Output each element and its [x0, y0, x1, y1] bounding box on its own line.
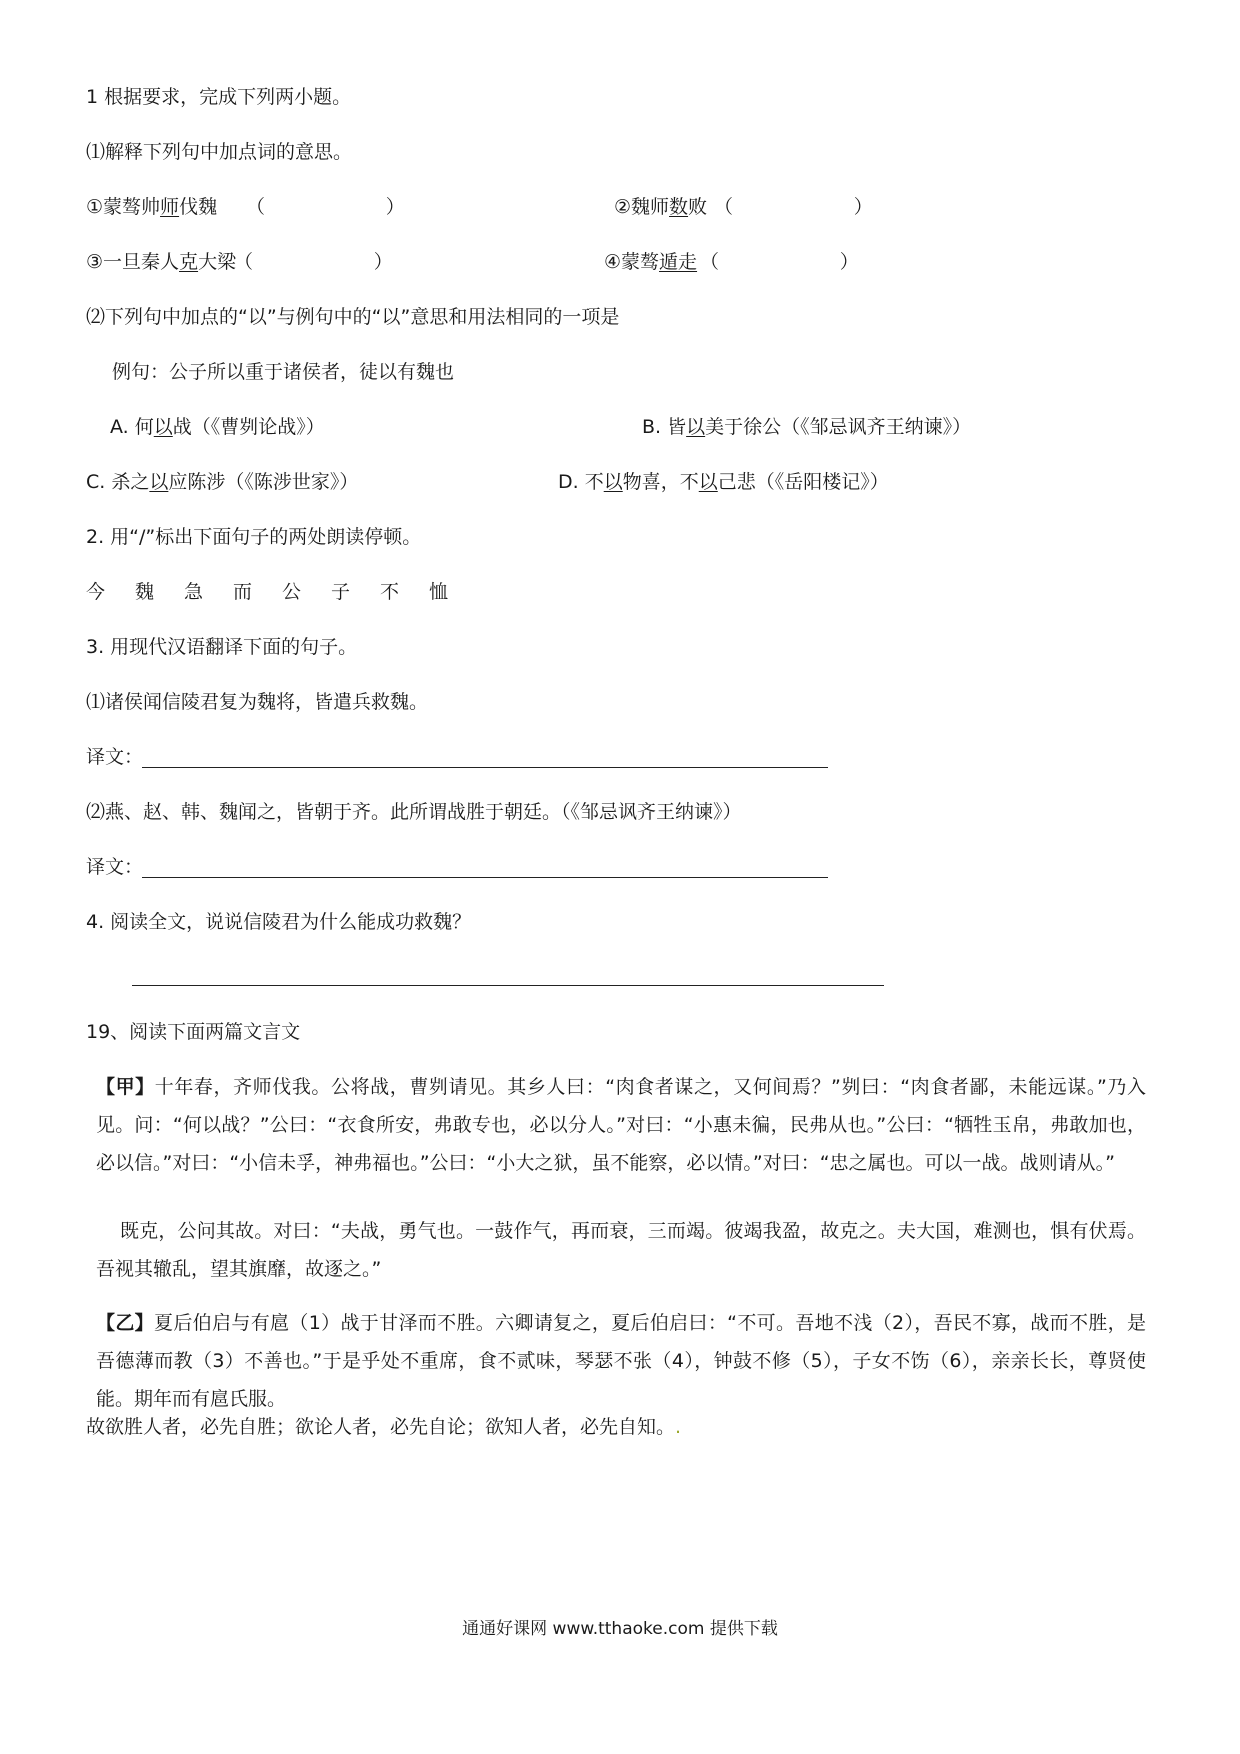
passage-jia-paragraph-2 — [96, 1212, 1146, 1288]
item-text: 败 — [688, 196, 708, 218]
passage-jia — [96, 1068, 1146, 1182]
item-text: ②魏师 — [614, 196, 670, 218]
option-keyword: 以 — [686, 416, 706, 438]
q1-sub1: ⑴解释下列句中加点词的意思。 — [86, 141, 353, 163]
q3-answer-line-1[interactable] — [142, 767, 828, 768]
q1-item-4-answer[interactable]: （ ） — [700, 251, 859, 273]
option-a[interactable] — [110, 414, 325, 440]
option-text: 战（《曹刿论战》） — [172, 416, 325, 438]
passage-yi-text: 夏后伯启与有扈（1）战于甘泽而不胜。六卿请复之，夏后伯启曰：“不可。吾地不浅（2），吾民不寡，战而不胜，是吾德薄而教（3）不善也。”于是乎处不重席，食不贰味，琴瑟不张（4），钟鼓不修（5），子女不饬（6），亲亲长长，尊贤使能。期年而有扈氏服。 — [96, 1312, 1146, 1410]
q3-sentence-2: ⑵燕、赵、韩、魏闻之，皆朝于齐。此所谓战胜于朝廷。（《邹忌讽齐王纳谏》） — [86, 801, 742, 823]
closing-mark: . — [675, 1416, 682, 1438]
item-keyword: 数 — [669, 196, 689, 218]
option-keyword: 以 — [698, 471, 718, 493]
passage-jia-text-2: 既克，公问其故。对曰：“夫战，勇气也。一鼓作气，再而衰，三而竭。彼竭我盈，故克之。夫大国，难测也，惧有伏焉。吾视其辙乱，望其旗靡，故逐之。” — [96, 1220, 1146, 1280]
item-keyword: 克 — [179, 251, 199, 273]
q4-heading: 4. 阅读全文，说说信陵君为什么能成功救魏？ — [86, 911, 472, 933]
q1-item-2 — [614, 194, 707, 220]
q1-heading: 1 根据要求，完成下列两小题。 — [86, 86, 352, 108]
option-text: 己悲（《岳阳楼记》） — [717, 471, 889, 493]
q3-sentence-1: ⑴诸侯闻信陵君复为魏将，皆遣兵救魏。 — [86, 691, 429, 713]
q4-answer-line[interactable] — [132, 985, 884, 986]
q2-char: 急 — [184, 581, 204, 603]
option-text: D. 不 — [558, 471, 604, 493]
q1-item-3 — [86, 249, 236, 275]
q2-char: 不 — [380, 581, 400, 603]
item-text: ①蒙骜帅 — [86, 196, 161, 218]
item-keyword: 师 — [160, 196, 180, 218]
passage-closing — [86, 1414, 681, 1440]
passage-label-jia: 【甲】 — [96, 1076, 155, 1098]
q2-heading: 2. 用“/”标出下面句子的两处朗读停顿。 — [86, 526, 422, 548]
passage-label-yi: 【乙】 — [96, 1312, 155, 1334]
page-footer: 通通好课网 www.tthaoke.com 提供下载 — [462, 1619, 778, 1639]
q2-char: 今 — [86, 581, 106, 603]
option-text: A. 何 — [110, 416, 154, 438]
q3-heading: 3. 用现代汉语翻译下面的句子。 — [86, 636, 358, 658]
option-keyword: 以 — [603, 471, 623, 493]
option-keyword: 以 — [153, 416, 173, 438]
option-text: 美于徐公（《邹忌讽齐王纳谏》） — [705, 416, 972, 438]
option-text: B. 皆 — [642, 416, 687, 438]
passage-yi — [96, 1304, 1146, 1418]
q1-item-1-answer[interactable]: （ ） — [246, 196, 405, 218]
option-b[interactable] — [642, 414, 971, 440]
item-keyword: 遁走 — [659, 251, 698, 273]
q1-item-4 — [604, 249, 697, 275]
q2-char: 而 — [233, 581, 253, 603]
passage-jia-text: 十年春，齐师伐我。公将战，曹刿请见。其乡人曰：“肉食者谋之，又何间焉？”刿曰：“肉食者鄙，未能远谋。”乃入见。问：“何以战？”公曰：“衣食所安，弗敢专也，必以分人。”对曰：“小惠未徧，民弗从也。”公曰：“牺牲玉帛，弗敢加也，必以信。”对曰：“小信未孚，神弗福也。”公曰：“小大之狱，虽不能察，必以情。”对曰：“忠之属也。可以一战。战则请从。” — [96, 1076, 1146, 1174]
q3-answer-label-2: 译文： — [86, 856, 144, 878]
q2-char: 子 — [331, 581, 351, 603]
item-text: 大梁 — [198, 251, 237, 273]
option-c[interactable] — [86, 469, 358, 495]
q2-char: 魏 — [135, 581, 155, 603]
item-text: ④蒙骜 — [604, 251, 660, 273]
item-text: 伐魏 — [179, 196, 218, 218]
q2-char: 恤 — [429, 581, 449, 603]
q1-sub2: ⑵下列句中加点的“以”与例句中的“以”意思和用法相同的一项是 — [86, 306, 620, 328]
option-text: 应陈涉（《陈涉世家》） — [168, 471, 359, 493]
option-keyword: 以 — [149, 471, 169, 493]
q1-example: 例句：公子所以重于诸侯者，徒以有魏也 — [112, 361, 455, 383]
option-d[interactable] — [558, 469, 889, 495]
item-text: ③一旦秦人 — [86, 251, 180, 273]
q1-item-3-answer[interactable]: （ ） — [234, 251, 393, 273]
q3-answer-label-1: 译文： — [86, 746, 144, 768]
option-text: 物喜，不 — [622, 471, 699, 493]
q3-answer-line-2[interactable] — [142, 877, 828, 878]
option-text: C. 杀之 — [86, 471, 150, 493]
q2-sentence[interactable] — [86, 579, 478, 605]
q2-char: 公 — [282, 581, 302, 603]
q19-heading: 19、阅读下面两篇文言文 — [86, 1021, 301, 1043]
q1-item-1 — [86, 194, 217, 220]
passage-closing-text: 故欲胜人者，必先自胜；欲论人者，必先自论；欲知人者，必先自知。 — [86, 1416, 676, 1438]
q1-item-2-answer[interactable]: （ ） — [714, 196, 873, 218]
